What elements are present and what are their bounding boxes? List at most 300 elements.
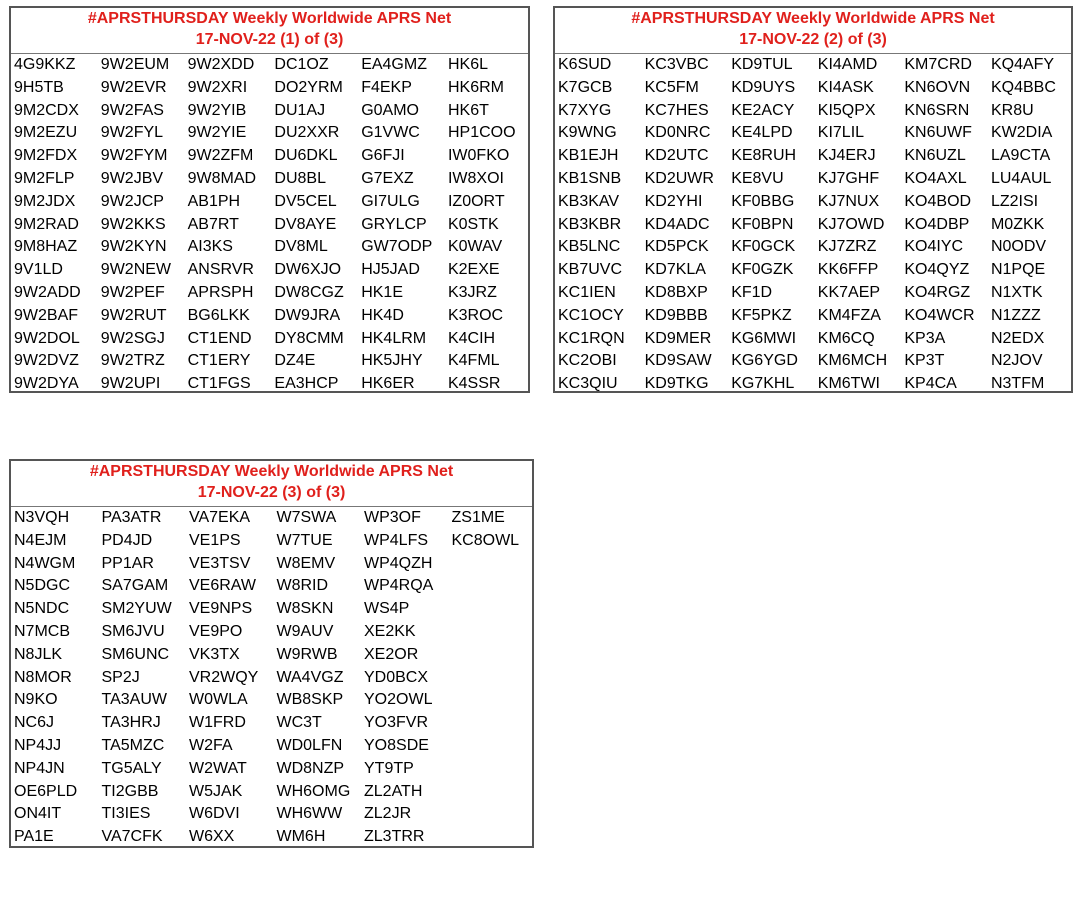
callsign-row: [555, 122, 1071, 145]
callsign: KD2UTC: [644, 147, 709, 165]
callsign: W2FA: [189, 736, 233, 754]
callsign: KC5FM: [644, 78, 699, 96]
callsign: N1PQE: [990, 261, 1046, 279]
callsign-row: [11, 168, 528, 191]
callsign: 9M2EZU: [14, 124, 78, 142]
callsign: DV8ML: [274, 238, 328, 256]
callsign: AB7RT: [187, 215, 239, 233]
callsign: KF0GCK: [731, 238, 796, 256]
callsign-row: [11, 328, 528, 351]
callsign: 9W2KYN: [100, 238, 167, 256]
callsign: WA4VGZ: [276, 668, 344, 686]
callsign: 9W2FYM: [100, 147, 168, 165]
callsign: DW6XJO: [274, 261, 342, 279]
panel-title: #APRSTHURSDAY Weekly Worldwide APRS Net: [87, 10, 452, 27]
callsign: KD9MER: [644, 329, 712, 347]
callsign: 9W2DOL: [14, 329, 80, 347]
callsign-panel-3: [9, 459, 534, 848]
callsign: WM6H: [276, 828, 326, 846]
callsign: [449, 803, 537, 826]
callsign: KO4DBP: [904, 215, 970, 233]
callsign: K6SUD: [558, 56, 612, 73]
callsign: YT9TP: [364, 759, 414, 777]
callsign: KD8BXP: [644, 283, 708, 301]
callsign: KN6UZL: [904, 147, 966, 165]
callsign: KI4ASK: [817, 78, 874, 96]
callsign: KO4AXL: [904, 169, 967, 187]
callsign: 9W2NEW: [100, 261, 172, 279]
callsign: KE2ACY: [731, 101, 795, 119]
callsign-row: [555, 282, 1071, 305]
callsign: KW2DIA: [990, 124, 1053, 142]
callsign: NP4JN: [14, 759, 65, 777]
callsign: N7MCB: [14, 622, 71, 640]
callsign: LZ2ISI: [990, 192, 1039, 210]
callsign: YD0BCX: [364, 668, 429, 686]
callsign: KD2UWR: [644, 169, 714, 187]
callsign: KC1OCY: [558, 306, 624, 324]
callsign: K4CIH: [447, 329, 496, 347]
callsign: 9M2RAD: [14, 215, 79, 233]
callsign: KC1IEN: [558, 283, 616, 301]
callsign: KM6MCH: [817, 352, 888, 370]
callsign: W9AUV: [276, 622, 334, 640]
callsign: N9KO: [14, 691, 58, 709]
callsign: WD8NZP: [276, 759, 345, 777]
callsign: KN6SRN: [904, 101, 970, 119]
callsign-row: [11, 77, 528, 100]
callsign-row: [11, 826, 532, 849]
callsign: KE8VU: [731, 169, 784, 187]
callsign: KK6FFP: [817, 261, 879, 279]
callsign: VE6RAW: [189, 577, 256, 595]
callsign: VA7EKA: [189, 509, 251, 526]
callsign-row: [11, 758, 532, 781]
callsign: G0AMO: [361, 101, 419, 119]
callsign: KO4QYZ: [904, 261, 970, 279]
callsign: KB3KBR: [558, 215, 622, 233]
callsign: 9W2DYA: [14, 375, 79, 393]
callsign: 9M2CDX: [14, 101, 79, 119]
callsign: [449, 735, 537, 758]
callsign-row: [555, 100, 1071, 123]
callsign: 9H5TB: [14, 78, 64, 96]
callsign: HK6L: [447, 56, 489, 73]
callsign: KC8OWL: [451, 531, 520, 549]
callsign: HK4LRM: [361, 329, 427, 347]
callsign: KF0BBG: [731, 192, 795, 210]
callsign-row: [11, 191, 528, 214]
callsign-row: [11, 373, 528, 396]
callsign: W5JAK: [189, 782, 243, 800]
callsign: K9WNG: [558, 124, 617, 142]
callsign-row: [11, 781, 532, 804]
callsign: W8EMV: [276, 554, 336, 572]
callsign-list: [11, 506, 532, 849]
callsign-row: [11, 305, 528, 328]
callsign: [449, 553, 537, 576]
callsign: KF5PKZ: [731, 306, 792, 324]
callsign: [449, 644, 537, 667]
callsign: [449, 712, 537, 735]
panel-title: #APRSTHURSDAY Weekly Worldwide APRS Net: [89, 463, 454, 480]
callsign: AI3KS: [187, 238, 233, 256]
callsign: DV8AYE: [274, 215, 337, 233]
callsign: K3ROC: [447, 306, 504, 324]
callsign: PA3ATR: [101, 509, 162, 526]
callsign: VK3TX: [189, 645, 240, 663]
callsign: G7EXZ: [361, 169, 414, 187]
callsign: KQ4BBC: [990, 78, 1056, 96]
panel-title: #APRSTHURSDAY Weekly Worldwide APRS Net: [631, 10, 995, 27]
callsign: TA3AUW: [101, 691, 167, 709]
callsign: 9W2SGJ: [100, 329, 165, 347]
callsign: KD9TUL: [731, 56, 793, 73]
callsign-row: [555, 145, 1071, 168]
callsign-row: [555, 259, 1071, 282]
callsign: KB1EJH: [558, 147, 619, 165]
callsign: 9M2FDX: [14, 147, 78, 165]
callsign: DU8BL: [274, 169, 326, 187]
callsign: VA7CFK: [101, 828, 163, 846]
callsign: WB8SKP: [276, 691, 344, 709]
callsign: TA3HRJ: [101, 714, 161, 732]
callsign: G1VWC: [361, 124, 420, 142]
callsign: EA3HCP: [274, 375, 339, 393]
callsign: KI5QPX: [817, 101, 876, 119]
callsign: 9M2FLP: [14, 169, 75, 187]
callsign: KB5LNC: [558, 238, 621, 256]
callsign: 9W2JBV: [100, 169, 164, 187]
callsign: KD9BBB: [644, 306, 708, 324]
callsign: K7GCB: [558, 78, 613, 96]
callsign-row: [11, 530, 532, 553]
callsign: KD7KLA: [644, 261, 706, 279]
callsign: KP4CA: [904, 375, 957, 393]
callsign: KO4IYC: [904, 238, 964, 256]
callsign: N1XTK: [990, 283, 1043, 301]
callsign: KB1SNB: [558, 169, 622, 187]
callsign: W7SWA: [276, 509, 337, 526]
callsign: KM6TWI: [817, 375, 880, 393]
callsign: W8RID: [276, 577, 329, 595]
callsign: ZL2JR: [364, 805, 412, 823]
callsign: GW7ODP: [361, 238, 433, 256]
callsign: 9M2JDX: [14, 192, 76, 210]
callsign: KC2OBI: [558, 352, 617, 370]
callsign: CT1ERY: [187, 352, 251, 370]
callsign: KN6OVN: [904, 78, 971, 96]
callsign: TG5ALY: [101, 759, 162, 777]
panel-date: 17-NOV-22 (2) of (3): [739, 31, 887, 48]
callsign: N5DGC: [14, 577, 71, 595]
callsign: HK4D: [361, 306, 404, 324]
callsign: N2JOV: [990, 352, 1043, 370]
callsign: N0ODV: [990, 238, 1047, 256]
callsign-panel-2: [553, 6, 1073, 393]
callsign: W6DVI: [189, 805, 240, 823]
callsign: KG6YGD: [731, 352, 798, 370]
callsign: SP2J: [101, 668, 140, 686]
callsign: KK7AEP: [817, 283, 881, 301]
callsign: VR2WQY: [189, 668, 259, 686]
callsign: VE1PS: [189, 531, 241, 549]
callsign: OE6PLD: [14, 782, 78, 800]
callsign-row: [555, 236, 1071, 259]
callsign: W9RWB: [276, 645, 338, 663]
callsign: 9W2DVZ: [14, 352, 79, 370]
callsign: 9W2BAF: [14, 306, 79, 324]
callsign: 9W2JCP: [100, 192, 164, 210]
callsign: KJ7OWD: [817, 215, 885, 233]
callsign: KD4ADC: [644, 215, 710, 233]
callsign: W7TUE: [276, 531, 333, 549]
callsign-row: [11, 214, 528, 237]
callsign-row: [555, 54, 1071, 77]
callsign: W8SKN: [276, 600, 334, 618]
callsign: TI2GBB: [101, 782, 159, 800]
panel-date: 17-NOV-22 (3) of (3): [197, 484, 346, 501]
callsign: 9V1LD: [14, 261, 63, 279]
callsign: WP4RQA: [364, 577, 434, 595]
callsign: KC7HES: [644, 101, 709, 119]
callsign: 9W2EVR: [100, 78, 167, 96]
callsign: W1FRD: [189, 714, 246, 732]
callsign: LA9CTA: [990, 147, 1051, 165]
callsign: G6FJI: [361, 147, 405, 165]
callsign: N4EJM: [14, 531, 67, 549]
callsign: N8MOR: [14, 668, 72, 686]
callsign: DZ4E: [274, 352, 316, 370]
callsign: N2EDX: [990, 329, 1045, 347]
callsign: KM7CRD: [904, 56, 972, 73]
callsign: ZS1ME: [451, 509, 505, 526]
callsign: PA1E: [14, 828, 54, 846]
callsign: 9W2EUM: [100, 56, 170, 73]
callsign: VE3TSV: [189, 554, 251, 572]
callsign: KD2YHI: [644, 192, 703, 210]
callsign: KD9SAW: [644, 352, 712, 370]
callsign: KC3VBC: [644, 56, 709, 73]
callsign: VE9PO: [189, 622, 243, 640]
callsign: N1ZZZ: [990, 306, 1041, 324]
callsign: PD4JD: [101, 531, 153, 549]
callsign: ZL3TRR: [364, 828, 425, 846]
callsign: WP4LFS: [364, 531, 429, 549]
callsign: WP4QZH: [364, 554, 433, 572]
callsign: KO4RGZ: [904, 283, 971, 301]
callsign-row: [11, 689, 532, 712]
callsign: DW8CGZ: [274, 283, 344, 301]
callsign-list: [11, 53, 528, 396]
callsign: PP1AR: [101, 554, 154, 572]
callsign: [449, 781, 537, 804]
callsign-row: [11, 712, 532, 735]
callsign: KQ4AFY: [990, 56, 1055, 73]
callsign: KN6UWF: [904, 124, 972, 142]
callsign: KB7UVC: [558, 261, 623, 279]
callsign: HJ5JAD: [361, 261, 420, 279]
callsign: [449, 621, 537, 644]
callsign: 9W2FAS: [100, 101, 164, 119]
callsign: 9W2KKS: [100, 215, 166, 233]
callsign: KC3QIU: [558, 375, 618, 393]
callsign: TI3IES: [101, 805, 151, 823]
callsign: N4WGM: [14, 554, 76, 572]
panel-date: 17-NOV-22 (1) of (3): [195, 31, 344, 48]
callsign: XE2KK: [364, 622, 416, 640]
callsign: F4EKP: [361, 78, 412, 96]
callsign: AB1PH: [187, 192, 241, 210]
callsign: BG6LKK: [187, 306, 250, 324]
callsign: KM4FZA: [817, 306, 881, 324]
callsign: WC3T: [276, 714, 322, 732]
callsign: HP1COO: [447, 124, 516, 142]
callsign-list: [555, 53, 1071, 396]
callsign: LU4AUL: [990, 169, 1052, 187]
callsign-row: [11, 803, 532, 826]
callsign-row: [11, 644, 532, 667]
callsign: DY8CMM: [274, 329, 344, 347]
callsign: YO2OWL: [364, 691, 433, 709]
callsign: ON4IT: [14, 805, 62, 823]
callsign: K0STK: [447, 215, 499, 233]
callsign: K0WAV: [447, 238, 503, 256]
callsign: W0WLA: [189, 691, 248, 709]
callsign: KJ7GHF: [817, 169, 880, 187]
callsign: HK6ER: [361, 375, 415, 393]
callsign: DW9JRA: [274, 306, 341, 324]
callsign-row: [11, 236, 528, 259]
callsign: DO2YRM: [274, 78, 343, 96]
callsign: SM6UNC: [101, 645, 170, 663]
callsign-row: [11, 54, 528, 77]
callsign: WH6OMG: [276, 782, 351, 800]
callsign: KR8U: [990, 101, 1034, 119]
callsign: IW0FKO: [447, 147, 510, 165]
callsign: KI4AMD: [817, 56, 878, 73]
callsign: KD0NRC: [644, 124, 711, 142]
callsign: WS4P: [364, 600, 410, 618]
callsign: KO4BOD: [904, 192, 972, 210]
callsign-row: [11, 735, 532, 758]
callsign: KD5PCK: [644, 238, 709, 256]
callsign: [449, 758, 537, 781]
callsign: N5NDC: [14, 600, 70, 618]
callsign: WP3OF: [364, 509, 421, 526]
callsign-row: [555, 350, 1071, 373]
callsign-row: [11, 122, 528, 145]
callsign: NC6J: [14, 714, 55, 732]
callsign: EA4GMZ: [361, 56, 427, 73]
callsign: KM6CQ: [817, 329, 875, 347]
callsign: DU2XXR: [274, 124, 340, 142]
callsign-row: [11, 100, 528, 123]
callsign: XE2OR: [364, 645, 419, 663]
callsign: [449, 667, 537, 690]
callsign: 9W2XDD: [187, 56, 255, 73]
callsign: 9W8MAD: [187, 169, 257, 187]
callsign: IW8XOI: [447, 169, 504, 187]
callsign: 9W2PEF: [100, 283, 165, 301]
callsign: KP3T: [904, 352, 945, 370]
callsign-row: [11, 598, 532, 621]
callsign: KG6MWI: [731, 329, 797, 347]
callsign-row: [11, 575, 532, 598]
callsign: DU6DKL: [274, 147, 338, 165]
callsign: [449, 575, 537, 598]
callsign: KJ7ZRZ: [817, 238, 877, 256]
callsign: DU1AJ: [274, 101, 326, 119]
callsign-row: [555, 191, 1071, 214]
callsign: KD9UYS: [731, 78, 796, 96]
callsign-row: [555, 168, 1071, 191]
callsign-row: [11, 145, 528, 168]
callsign: 9W2YIB: [187, 101, 247, 119]
callsign-row: [555, 214, 1071, 237]
callsign: HK6RM: [447, 78, 504, 96]
callsign: KF1D: [731, 283, 773, 301]
callsign: DC1OZ: [274, 56, 329, 73]
callsign: 9W2ADD: [14, 283, 81, 301]
callsign-row: [555, 373, 1071, 396]
callsign-row: [555, 305, 1071, 328]
callsign: KC1RQN: [558, 329, 625, 347]
callsign: KE4LPD: [731, 124, 793, 142]
callsign: [449, 689, 537, 712]
callsign-row: [11, 553, 532, 576]
callsign: W6XX: [189, 828, 235, 846]
callsign: GRYLCP: [361, 215, 427, 233]
callsign: HK1E: [361, 283, 403, 301]
callsign: ZL2ATH: [364, 782, 423, 800]
callsign-row: [11, 259, 528, 282]
callsign: N3TFM: [990, 375, 1045, 393]
callsign: [449, 598, 537, 621]
callsign: 9W2TRZ: [100, 352, 165, 370]
callsign: KO4WCR: [904, 306, 975, 324]
callsign: GI7ULG: [361, 192, 420, 210]
callsign: YO3FVR: [364, 714, 429, 732]
callsign: YO8SDE: [364, 736, 429, 754]
callsign: K2EXE: [447, 261, 500, 279]
callsign: WD0LFN: [276, 736, 343, 754]
callsign: K4FML: [447, 352, 500, 370]
callsign: [449, 826, 537, 849]
callsign: VE9NPS: [189, 600, 253, 618]
callsign: KF0BPN: [731, 215, 794, 233]
callsign: NP4JJ: [14, 736, 62, 754]
callsign: N3VQH: [14, 509, 70, 526]
callsign: K4SSR: [447, 375, 501, 393]
callsign: W2WAT: [189, 759, 247, 777]
callsign: KE8RUH: [731, 147, 797, 165]
callsign: N8JLK: [14, 645, 63, 663]
callsign: IZ0ORT: [447, 192, 505, 210]
callsign: 9W2FYL: [100, 124, 164, 142]
callsign-row: [11, 350, 528, 373]
callsign: 9W2YIE: [187, 124, 247, 142]
callsign: KJ4ERJ: [817, 147, 876, 165]
callsign: M0ZKK: [990, 215, 1045, 233]
callsign: KI7LIL: [817, 124, 865, 142]
callsign-row: [555, 328, 1071, 351]
callsign: KP3A: [904, 329, 946, 347]
callsign-row: [11, 282, 528, 305]
callsign: KD9TKG: [644, 375, 709, 393]
callsign: 4G9KKZ: [14, 56, 76, 73]
callsign: 9W2XRI: [187, 78, 248, 96]
